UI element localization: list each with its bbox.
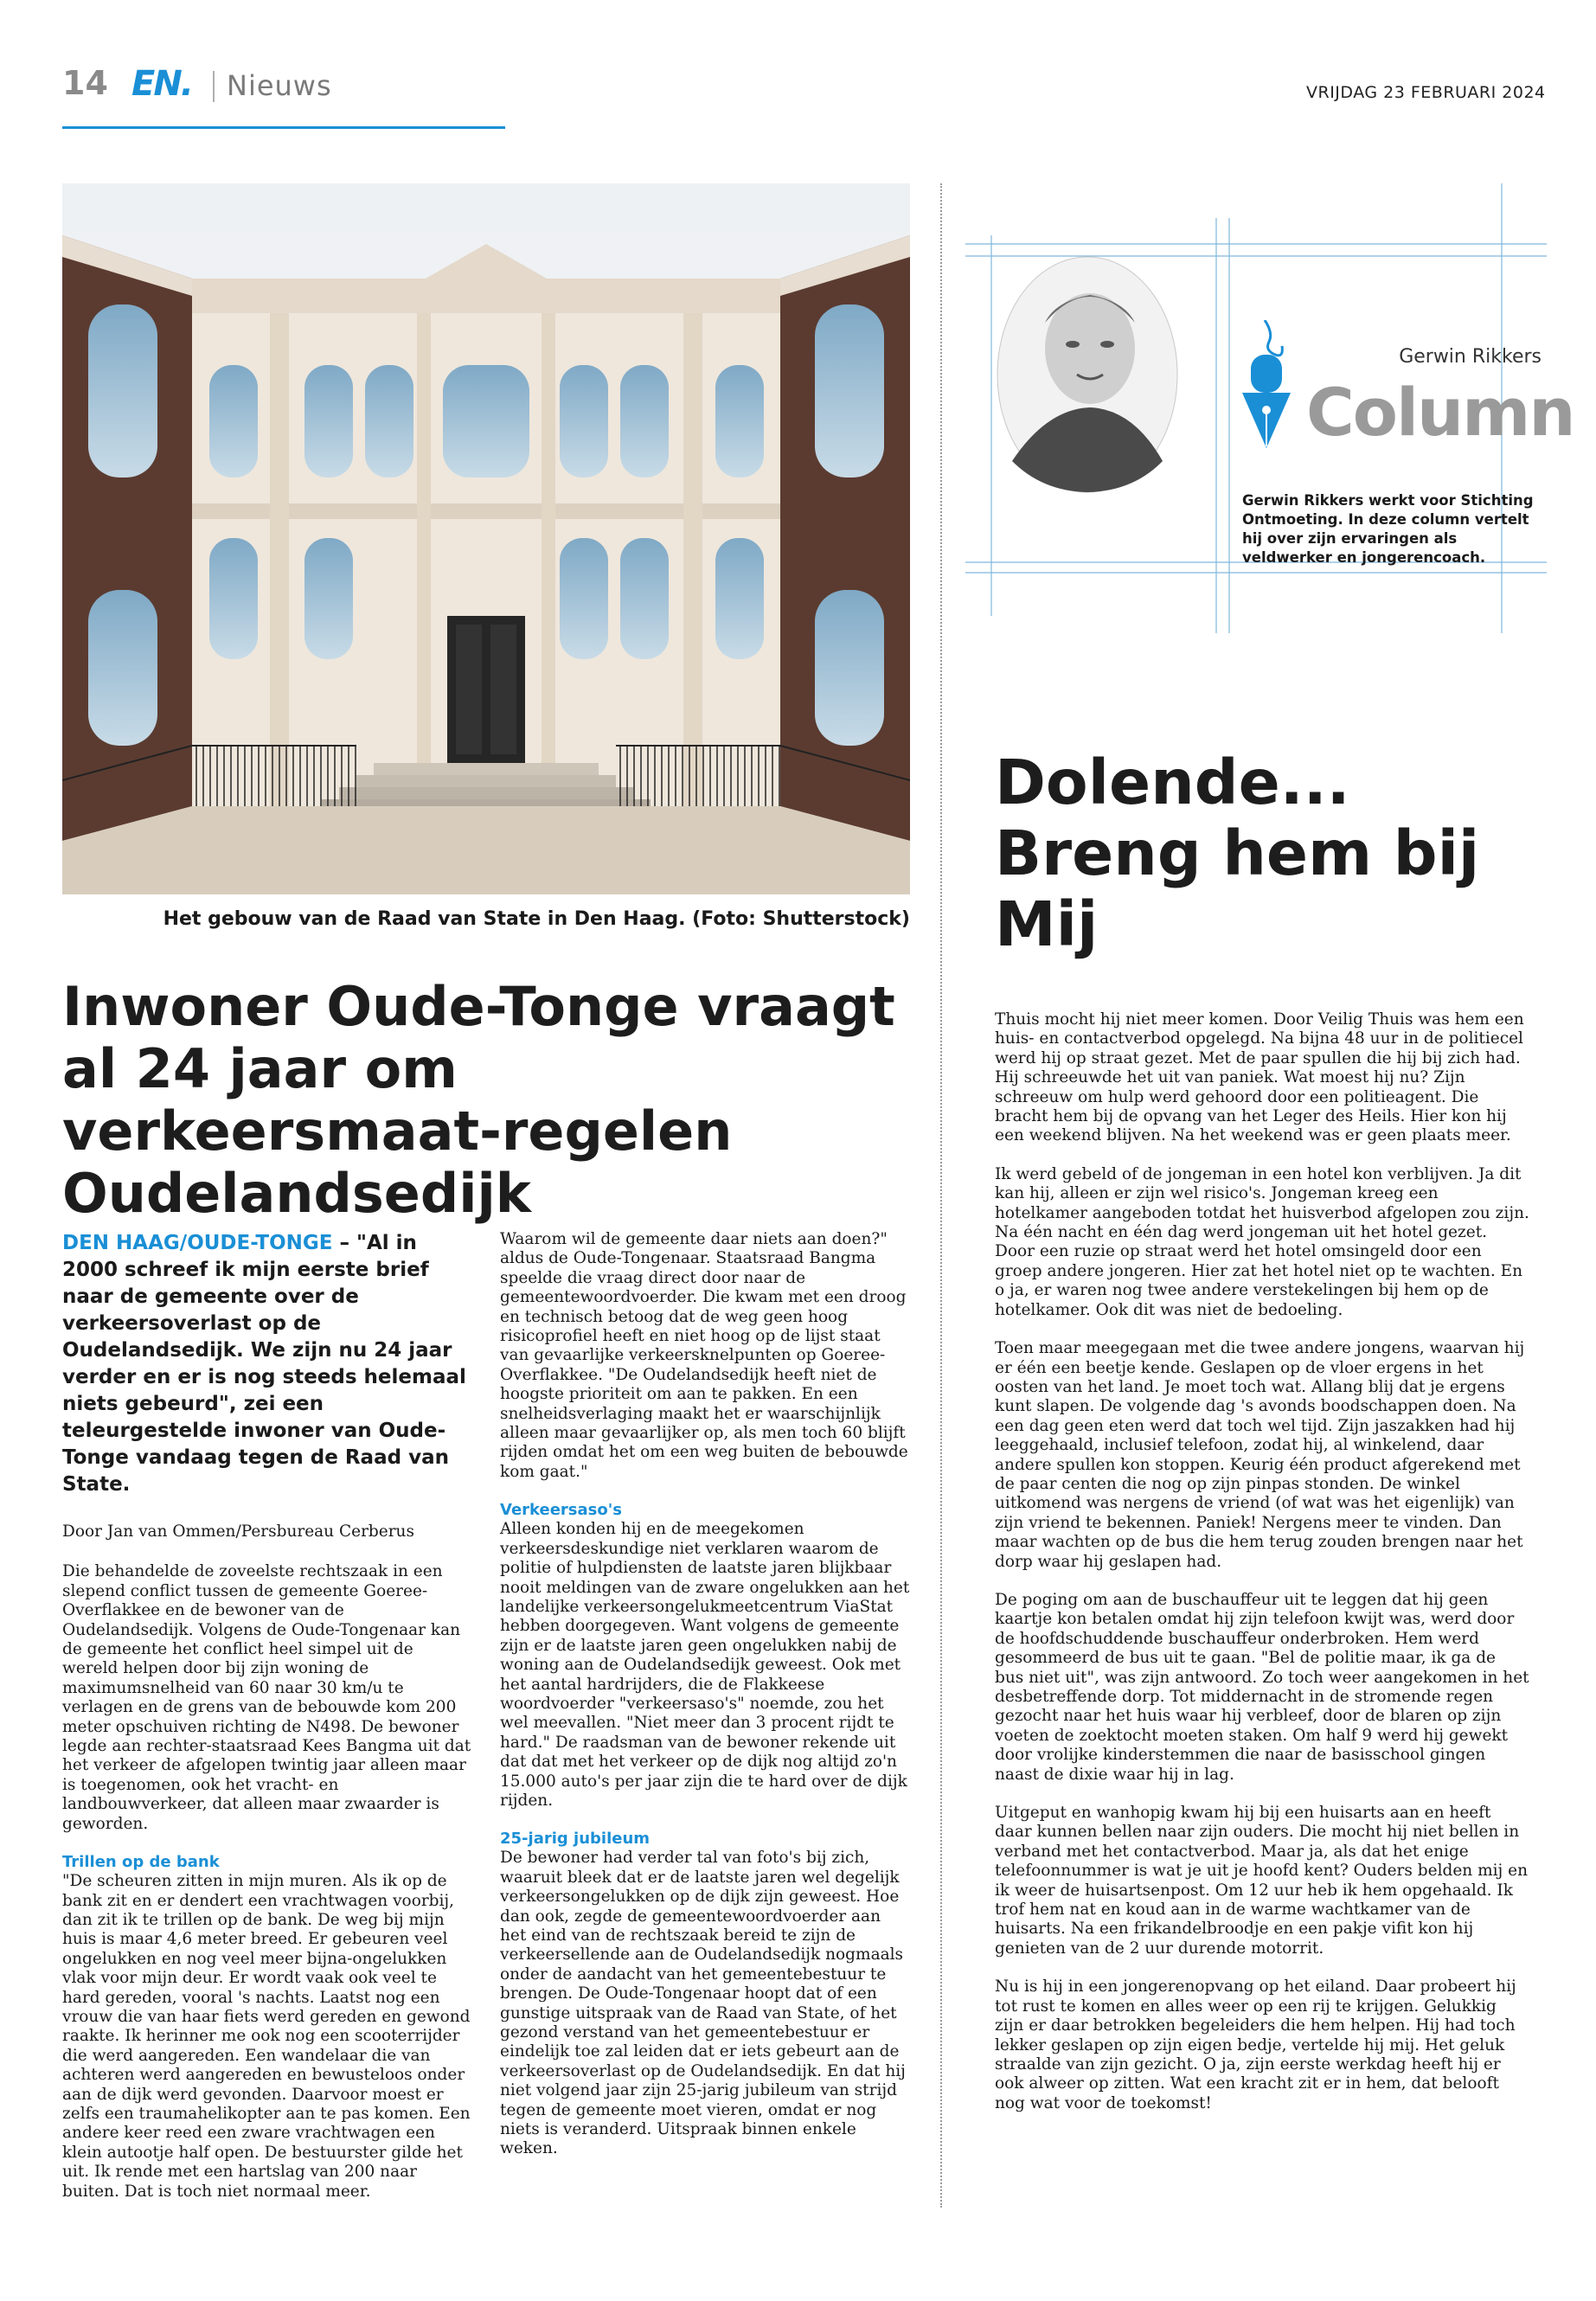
column-body bbox=[995, 1010, 1529, 2132]
column-paragraph: Thuis mocht hij niet meer komen. Door Veilig Thuis was hem een huis- en contactverbod opgelegd. Na bijna 48 uur in de politiecel werd hij op straat gezet. Met de paar spullen die hij bij zich had. Hij schreeuwde het uit van paniek. Wat moest hij nu? Zijn schreeuw om hulp werd gehoord door een politieagent. Die bracht hem bij de opvang van het Leger des Heils. Hier kon hij een weekend blijven. Na het weekend was er geen plaats meer. bbox=[995, 1010, 1524, 1145]
article-paragraph: Die behandelde de zoveelste rechtszaak in een slepend conflict tussen de gemeente Goeree-Overflakkee en de bewoner van de Oudelandsedijk. Volgens de Oude-Tongenaar kan de gemeente het conflict heel simpel uit de wereld helpen door bij zijn woning de maximumsnelheid van 60 naar 30 km/u te verlagen en de grens van de bebouwde kom 200 meter opschuiven richting de N498. De bewoner legde aan rechter-staatsraad Kees Bangma uit dat het verkeer de afgelopen twintig jaar alleen maar is toegenomen, ook het vracht- en landbouwverkeer, dat alleen maar zwaarder is geworden. bbox=[62, 1562, 471, 1833]
issue-date: VRIJDAG 23 FEBRUARI 2024 bbox=[1306, 83, 1546, 102]
column-divider bbox=[940, 183, 942, 2208]
column-label: Column bbox=[1306, 374, 1574, 451]
column-title: Dolende... Breng hem bij Mij bbox=[995, 747, 1480, 960]
article-column-1 bbox=[62, 1230, 472, 2221]
article-paragraph: Alleen konden hij en de meegekomen verkeersdeskundige niet verklaren waarom de politie of hulpdiensten de laatste jaren blijkbaar nooit meldingen van de zware ongelukken aan het landelijke verkeersongelukmeetcentrum ViaStat hebben doorgegeven. Want volgens de gemeente zijn er de laatste jaren geen ongelukken nabij de woning aan de Oudelandsedijk geweest. Ook met het aantal hardrijders, die de Flakkeese woordvoerder "verkeersaso's" noemde, zou het wel meevallen. "Niet meer dan 3 procent rijdt te hard." De raadsman van de bewoner rekende uit dat dat met het verkeer op de dijk nog altijd zo'n 15.000 auto's per jaar zijn die te hard over de dijk rijden. bbox=[500, 1520, 910, 1810]
article-lead bbox=[62, 1230, 472, 1498]
pen-nib-icon bbox=[1239, 320, 1299, 450]
column-paragraph: De poging om aan de buschauffeur uit te leggen dat hij geen kaartje kon betalen omdat hij zijn telefoon kwijt was, werd door de hoofdschuddende buschauffeur onderbroken. Hem werd gesommeerd de bus uit te gaan. "Bel de politie maar, ik ga de bus niet uit", was zijn antwoord. Zo toch weer aangekomen in het desbetreffende dorp. Tot middernacht in de stromende regen gezocht naar het huis waar hij verbleef, door de blaren op zijn voeten de zoektocht moeten staken. Om half 9 werd hij gewekt door vrolijke kinderstemmen die naar de basisschool gingen naast de dixie waar hij in lag. bbox=[995, 1590, 1529, 1784]
lead-location: DEN HAAG/OUDE-TONGE bbox=[62, 1232, 333, 1254]
article-paragraph: Waarom wil de gemeente daar niets aan doen?" aldus de Oude-Tongenaar. Staatsraad Bangma speelde die vraag direct door naar de gemeentewoordvoerder. Die kwam met een droog en technisch betoog dat de weg geen hoog risicoprofiel heeft en niet hoog op de lijst staat van gevaarlijke verkeersknelpunten op Goeree-Overflakkee. "De Oudelandsedijk heeft niet de hoogste prioriteit om aan te pakken. En een snelheidsverlaging maakt het er waarschijnlijk alleen maar gevaarlijker op, als men toch 60 blijft rijden omdat het om een weg buiten de bebouwde kom gaat." bbox=[500, 1230, 908, 1481]
article-photo bbox=[62, 183, 910, 894]
subheading-jubileum: 25-jarig jubileum bbox=[500, 1830, 651, 1849]
byline: Door Jan van Ommen/Persbureau Cerberus bbox=[62, 1522, 414, 1541]
subheading-trillen: Trillen op de bank bbox=[62, 1853, 220, 1872]
columnist-name: Gerwin Rikkers bbox=[1399, 346, 1542, 368]
page-number: 14 bbox=[62, 64, 108, 102]
article-headline: Inwoner Oude-Tonge vraagt al 24 jaar om verkeersmaat-regelen Oudelandsedijk bbox=[62, 975, 895, 1225]
header-separator bbox=[213, 71, 215, 102]
article-column-2 bbox=[500, 1230, 910, 2178]
column-paragraph: Uitgeput en wanhopig kwam hij bij een huisarts aan en heeft daar kunnen bellen naar zijn ouders. Die mocht hij niet bellen in verband met het contactverbod. Maar ja, als dat het enige telefoonnummer is wat je uit je hoofd kent? Ouders belden mij en ik weer de huisartsenpost. Om 12 uur heb ik hem opgehaald. Ik trof hem nat en koud aan in de warme wachtkamer van de huisarts. Na een frikandelbroodje en een pakje vifit kon hij genieten van de 2 uur durende motorrit. bbox=[995, 1804, 1529, 1958]
header-rule bbox=[62, 126, 505, 129]
column-paragraph: Toen maar meegegaan met die twee andere jongens, waarvan hij er één een beetje kende. Geslapen op de vloer ergens in het oosten van het land. Je moet toch wat. Allang blij dat je ergens kunt slapen. De volgende dag 's avonds boodschappen doen. Na een dag geen eten werd dat toch wel tijd. Zijn jaszakken had hij leeggehaald, inclusief telefoon, zodat hij, al winkelend, daar andere spullen kon stoppen. Keurig één product afgerekend met de paar centen die nog op zijn pinpas stonden. De winkel uitkomend was nergens de vriend (of wat was het eigenlijk) van zijn vriend te bekennen. Paniek! Nergens meer te vinden. Dan maar wachten op de bus die hem terug zouden brengen naar het dorp waar hij geslapen had. bbox=[995, 1339, 1525, 1571]
article-paragraph: "De scheuren zitten in mijn muren. Als ik op de bank zit en er dendert een vrachtwagen voorbij, dan zit ik te trillen op de bank. De weg bij mijn huis is maar 4,6 meter breed. Er gebeuren veel ongelukken en nog veel meer bijna-ongelukken vlak voor mijn deur. Er wordt vaak ook veel te hard gereden, vooral 's nachts. Laatst nog een vrouw die van haar fiets werd gereden en gewond raakte. Ik herinner me ook nog een scooterrijder die werd aangereden. Een wandelaar die van achteren werd aangereden en bewusteloos onder aan de dijk werd gevonden. Daarvoor moest er zelfs een traumahelikopter aan te pas komen. Een andere keer reed een zware vrachtwagen een klein autootje half open. De bestuurster gilde het uit. Ik rende met een hartslag van 200 naar buiten. Dat is toch niet normaal meer. bbox=[62, 1872, 471, 2201]
column-paragraph: Ik werd gebeld of de jongeman in een hotel kon verblijven. Ja dit kan hij, alleen er zijn wel risico's. Jongeman kreeg een hotelkamer aangeboden totdat het huisverbod afgelopen zou zijn. Na één nacht en één dag werd jongeman uit het hotel gezet. Door een ruzie op straat werd het hotel omsingeld door een groep andere jongeren. Hier zat het hotel niet op te wachten. En o ja, er waren nog twee andere verstekelingen bij hem op de hotelkamer. Ook dit was niet de bedoeling. bbox=[995, 1164, 1529, 1319]
photo-caption: Het gebouw van de Raad van State in Den Haag. (Foto: Shutterstock) bbox=[163, 908, 910, 930]
article-paragraph: De bewoner had verder tal van foto's bij zich, waaruit bleek dat er de laatste jaren wel degelijk verkeersongelukken op de dijk zijn geweest. Hoe dan ook, zegde de gemeentewoordvoerder aan het eind van de rechtszaak bereid te zijn de verkeersellende aan de Oudelandsedijk nogmaals onder de aandacht van het gemeentebestuur te brengen. De Oude-Tongenaar hoopt dat of een gunstige uitspraak van de Raad van State, of het gezond verstand van het gemeentebestuur er eindelijk toe zal leiden dat er iets gebeurt aan de verkeersoverlast op de Oudelandsedijk. En dat hij niet volgend jaar zijn 25-jarig jubileum van strijd tegen de gemeente moet vieren, omdat er nog niets is veranderd. Uitspraak binnen enkele weken. bbox=[500, 1849, 906, 2158]
columnist-intro: Gerwin Rikkers werkt voor Stichting Ontmoeting. In deze column vertelt hij over zijn ervaringen als veldwerker en jongerencoach. bbox=[1242, 492, 1534, 566]
section-label: Nieuws bbox=[227, 69, 332, 102]
subheading-verkeersaso: Verkeersaso's bbox=[500, 1501, 622, 1520]
newspaper-logo: EN. bbox=[131, 64, 192, 104]
column-paragraph: Nu is hij in een jongerenopvang op het eiland. Daar probeert hij tot rust te komen en alles weer op een rij te krijgen. Gelukkig zijn er daar betrokken begeleiders die hem helpen. Hij had toch lekker geslapen op zijn eigen bedje, vertelde hij mij. Het geluk straalde van zijn gezicht. O ja, zijn eerste werkdag heeft hij er ook alweer op zitten. Wat een kracht zit er in hem, dat belooft nog wat voor de toekomst! bbox=[995, 1977, 1516, 2112]
lead-text: – "Al in 2000 schreef ik mijn eerste brief naar de gemeente over de verkeersoverlast op de Oudelandsedijk. We zijn nu 24 jaar verder en er is nog steeds helemaal niets gebeurd", zei een teleurgestelde inwoner van Oude-Tonge vandaag tegen de Raad van State. bbox=[62, 1232, 466, 1496]
columnist-portrait bbox=[995, 253, 1180, 518]
